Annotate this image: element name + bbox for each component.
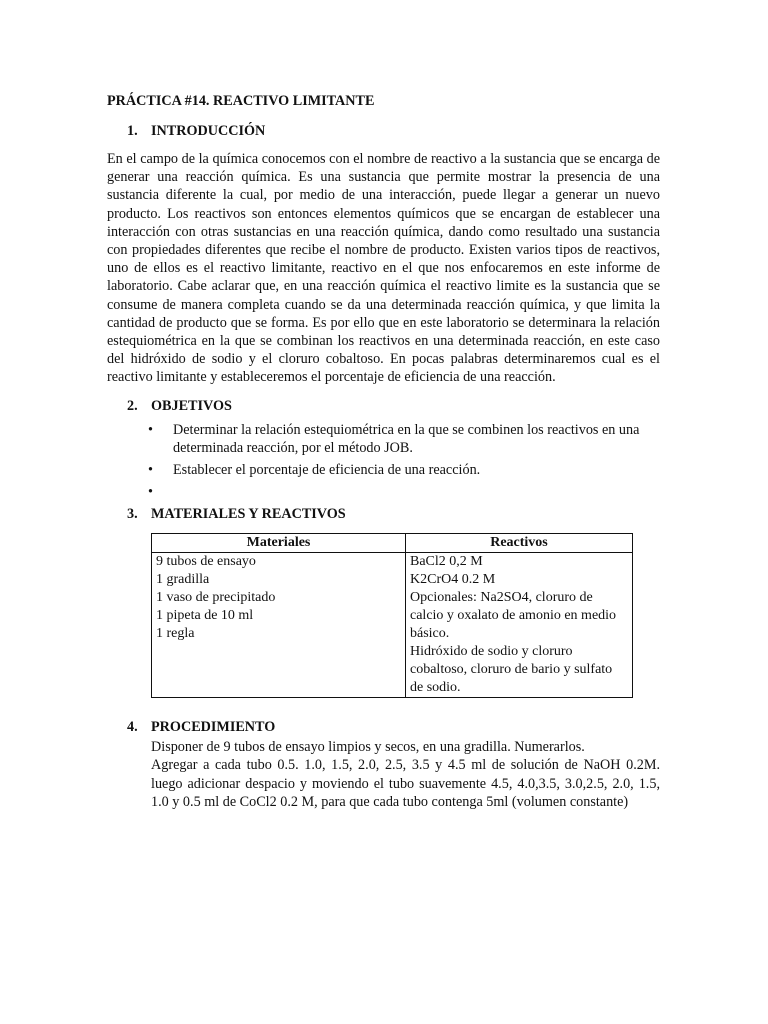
section-number: 1. xyxy=(127,123,138,139)
material-item: 9 tubos de ensayo xyxy=(156,553,256,569)
objective-text: Establecer el porcentaje de eficiencia de una reacción. xyxy=(173,461,481,478)
material-item: 1 gradilla xyxy=(156,571,210,587)
material-item: 1 vaso de precipitado xyxy=(156,589,276,605)
objective-item xyxy=(148,421,660,457)
objective-text: Determinar la relación estequiométrica en la que se combinen los reactivos en una determinada reacción, por el método JOB. xyxy=(173,421,640,456)
table-header-row xyxy=(152,533,633,552)
material-item: 1 regla xyxy=(156,625,195,641)
bullet-icon: • xyxy=(148,461,153,478)
document-title: PRÁCTICA #14. REACTIVO LIMITANTE xyxy=(107,93,375,109)
bullet-icon: • xyxy=(148,483,153,500)
section-heading-introduction xyxy=(107,122,660,140)
reactivo-item: K2CrO4 0.2 M xyxy=(410,571,496,587)
document-page xyxy=(107,92,660,812)
section-title: MATERIALES Y REACTIVOS xyxy=(151,505,346,522)
reactivos-cell xyxy=(406,552,633,697)
reactivo-item: BaCl2 0,2 M xyxy=(410,553,483,569)
section-heading-procedure xyxy=(107,718,660,736)
objective-item-empty xyxy=(148,483,660,501)
procedure-line: Disponer de 9 tubos de ensayo limpios y secos, en una gradilla. Numerarlos. xyxy=(151,738,585,755)
material-item: 1 pipeta de 10 ml xyxy=(156,607,254,623)
table-row xyxy=(152,552,633,697)
introduction-paragraph: En el campo de la química conocemos con el nombre de reactivo a la sustancia que se encarga de generar una reacción química. Es una sustancia que permite mostrar la presencia de una sustancia diferente la cual, por medio de una interacción, puede llegar a generar un nuevo producto. Los reactivos son entonces elementos químicos que se encargan de establecer una interacción con otras sustancias en una reacción química, dando como resultado una sustancia con propiedades diferentes que recibe el nombre de producto. Existen varios tipos de reactivos, uno de ellos es el reactivo limitante, reactivo en el que nos enfocaremos en este informe de laboratorio. Cabe aclarar que, en una reacción química el reactivo limite es la sustancia que se consume de manera completa cuando se da una determinada reacción química, y que limita la cantidad de producto que se forma. Es por ello que en este laboratorio se determinara la relación estequiométrica en la que se combinan los reactivos en una determinada reacción, en este caso del hidróxido de sodio y el cloruro cobaltoso. En pocas palabras determinaremos cual es el reactivo limitante y estableceremos el porcentaje de eficiencia de una reacción. xyxy=(107,151,660,386)
reactivo-item: Opcionales: Na2SO4, cloruro de calcio y oxalato de amonio en medio básico. xyxy=(410,589,617,641)
bullet-icon: • xyxy=(148,421,153,438)
reactivo-item: Hidróxido de sodio y cloruro cobaltoso, cloruro de bario y sulfato de sodio. xyxy=(410,643,613,695)
materials-table xyxy=(151,533,633,698)
section-heading-materials xyxy=(107,505,660,523)
section-title: OBJETIVOS xyxy=(151,397,232,414)
column-header-materiales: Materiales xyxy=(152,533,406,552)
objective-item xyxy=(148,461,660,479)
materiales-cell xyxy=(152,552,406,697)
section-number: 4. xyxy=(127,718,138,735)
section-number: 3. xyxy=(127,505,138,522)
column-header-reactivos: Reactivos xyxy=(406,533,633,552)
section-heading-objectives xyxy=(107,397,660,415)
objectives-list xyxy=(107,421,660,501)
section-title: PROCEDIMIENTO xyxy=(151,718,276,735)
section-number: 2. xyxy=(127,397,138,414)
procedure-line: Agregar a cada tubo 0.5. 1.0, 1.5, 2.0, 2.5, 3.5 y 4.5 ml de solución de NaOH 0.2M. luego adicionar despacio y moviendo el tubo suavemente 4.5, 4.0,3.5, 3.0,2.5, 2.0, 1.5, 1.0 y 0.5 ml de CoCl2 0.2 M, para que cada tubo contenga 5ml (volumen constante) xyxy=(151,757,660,811)
section-title: INTRODUCCIÓN xyxy=(151,123,266,139)
